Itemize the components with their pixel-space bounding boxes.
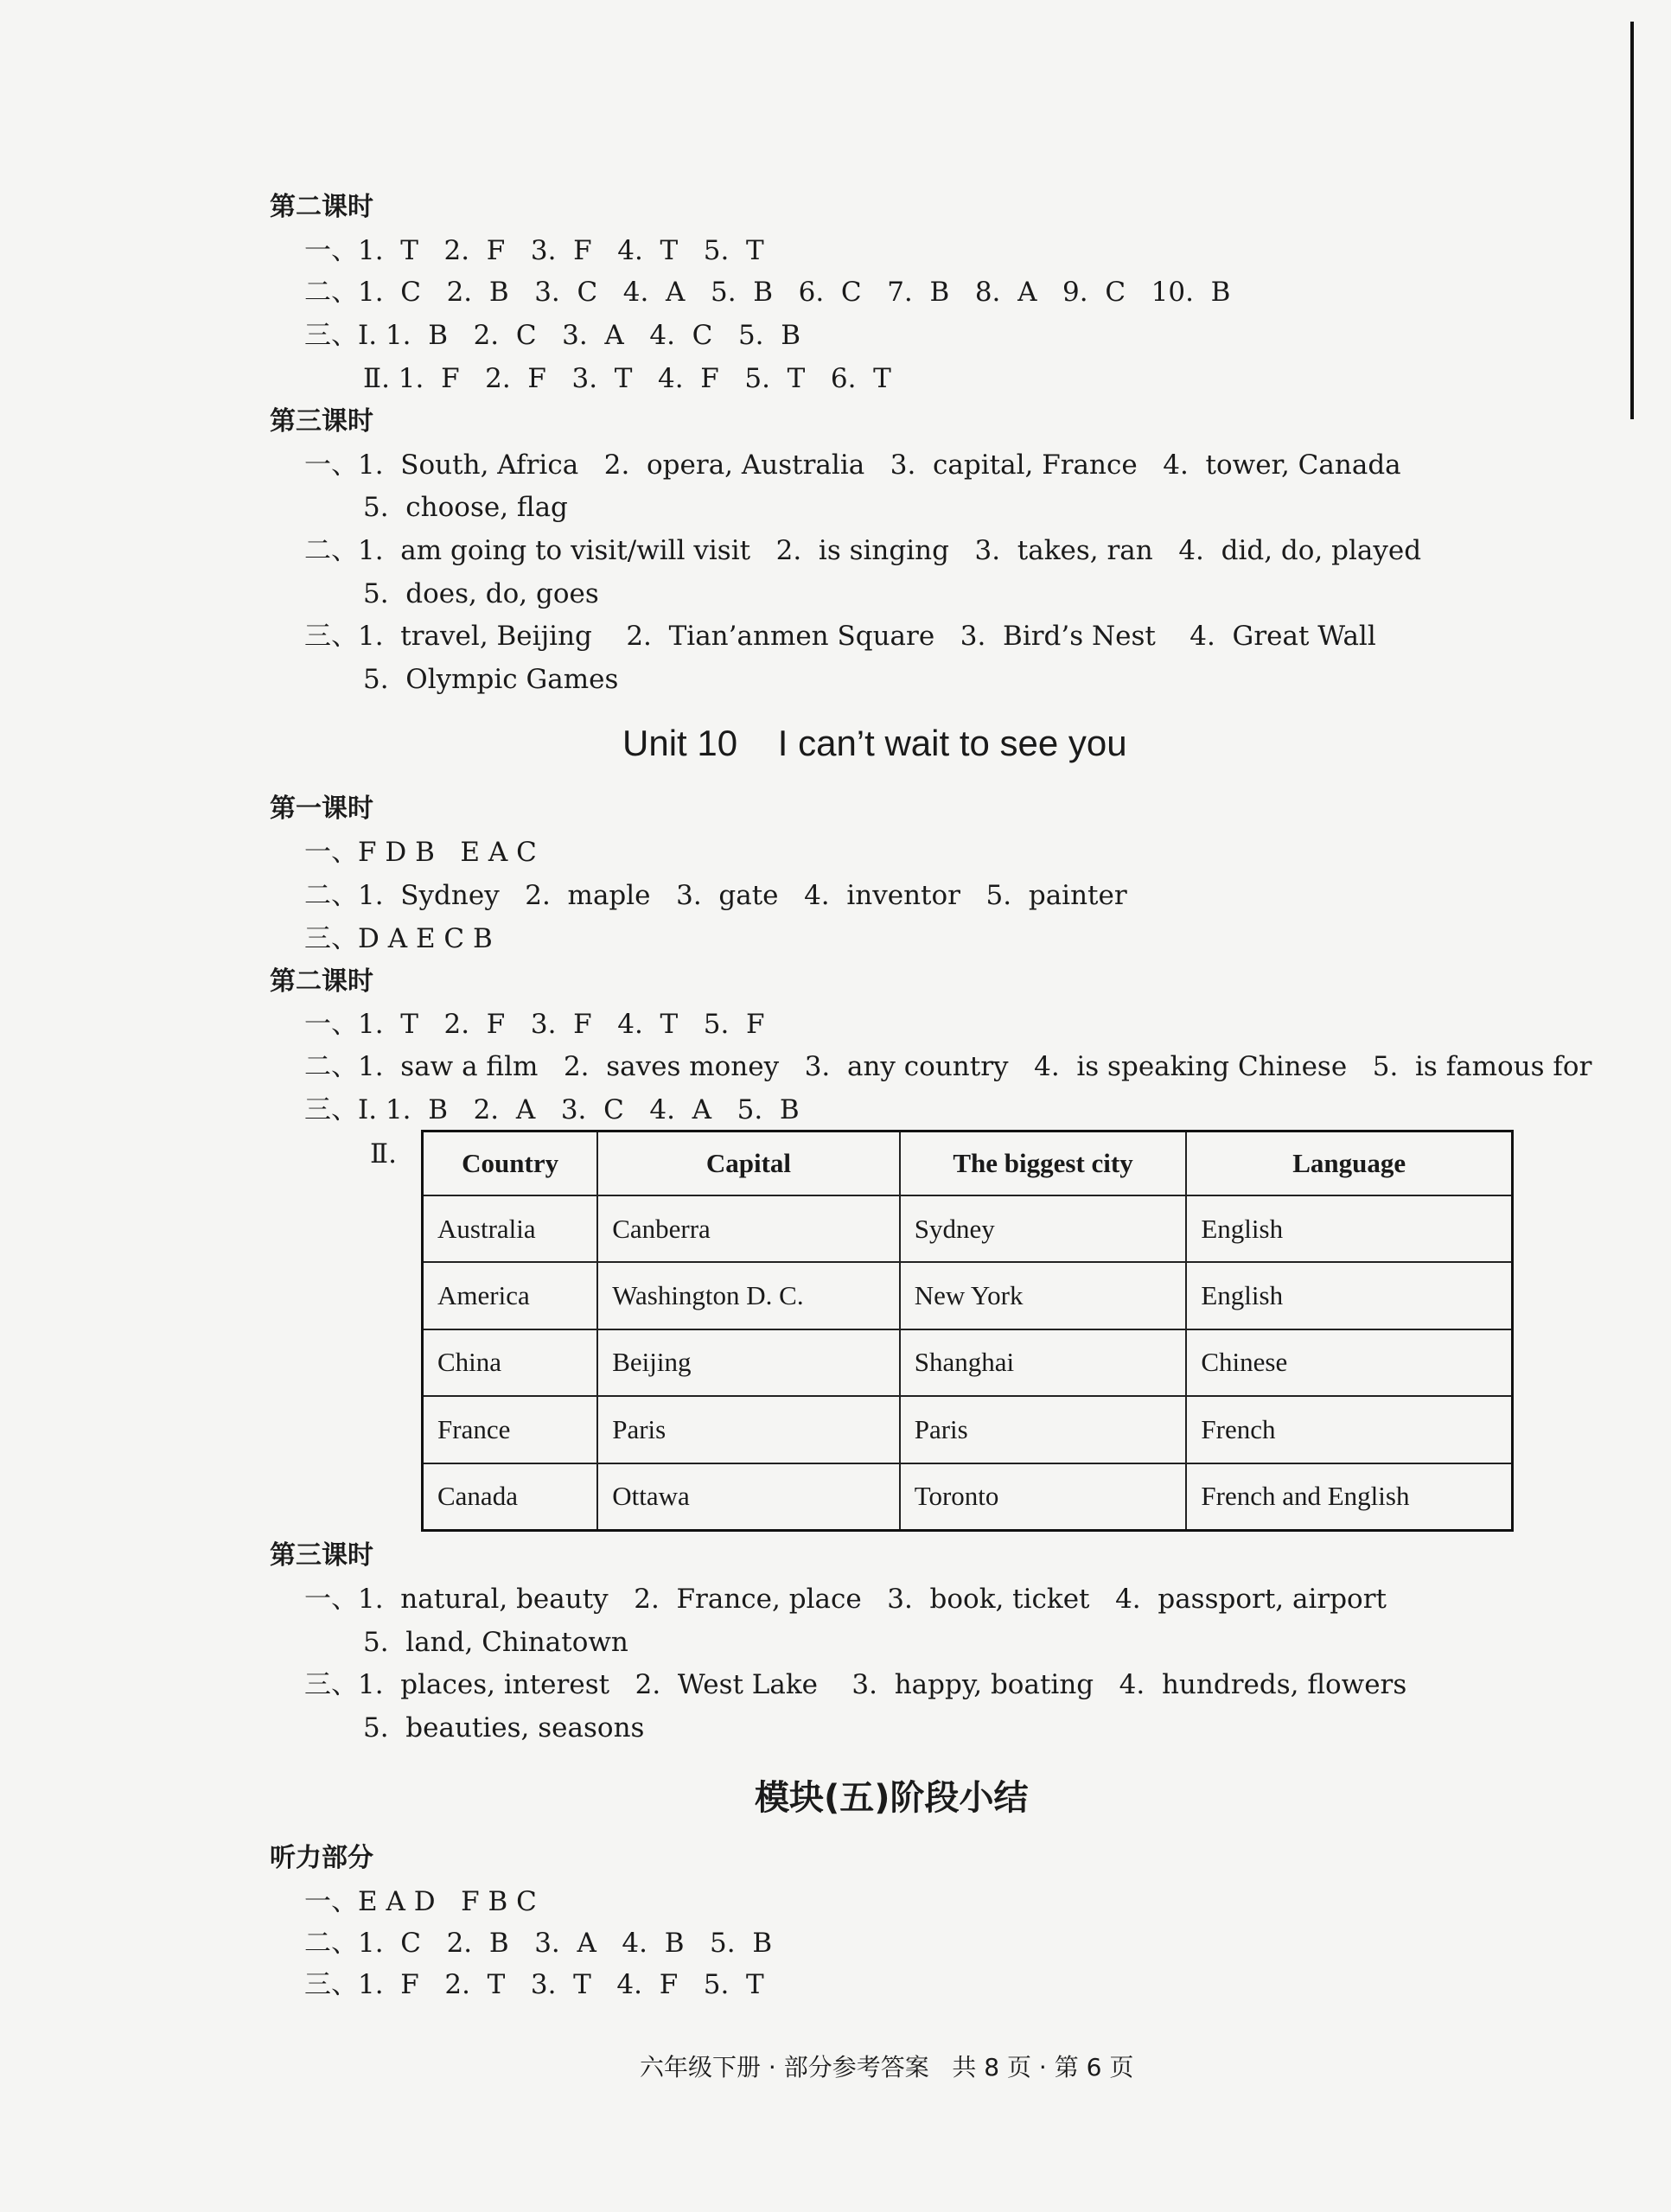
table-row	[423, 1329, 1513, 1396]
column-header: Language	[1186, 1131, 1512, 1196]
table-cell: Washington D. C.	[597, 1262, 899, 1329]
table-row	[423, 1262, 1513, 1329]
answer-line: 一、1. South, Africa 2. opera, Australia 3. capital, France 4. tower, Canada	[304, 449, 1401, 481]
section-heading: 第三课时	[270, 1540, 373, 1571]
table-cell: Canada	[423, 1463, 598, 1531]
table-cell: Chinese	[1186, 1329, 1512, 1396]
table-cell: French and English	[1186, 1463, 1512, 1531]
answer-line: 二、1. saw a film 2. saves money 3. any country 4. is speaking Chinese 5. is famous for	[304, 1051, 1592, 1082]
table-cell: China	[423, 1329, 598, 1396]
module-title: 模块(五)阶段小结	[755, 1778, 1029, 1818]
table-cell: Toronto	[900, 1463, 1187, 1531]
answer-line: 5. choose, flag	[363, 492, 568, 523]
table-cell: America	[423, 1262, 598, 1329]
column-header: The biggest city	[900, 1131, 1187, 1196]
table-cell: Sydney	[900, 1195, 1187, 1262]
table-cell: English	[1186, 1195, 1512, 1262]
country-table	[421, 1130, 1514, 1532]
answer-line: 5. Olympic Games	[363, 664, 619, 695]
section-heading: 第二课时	[270, 966, 373, 997]
answer-line: 三、1. places, interest 2. West Lake 3. happy, boating 4. hundreds, flowers	[304, 1669, 1407, 1700]
answer-line: Ⅱ.	[370, 1138, 397, 1170]
answer-line: Ⅱ. 1. F 2. F 3. T 4. F 5. T 6. T	[363, 363, 891, 394]
table-row	[423, 1195, 1513, 1262]
margin-rule	[1630, 22, 1634, 419]
answer-line: 二、1. C 2. B 3. C 4. A 5. B 6. C 7. B 8. A 9. C 10. B	[304, 277, 1231, 308]
table-cell: French	[1186, 1396, 1512, 1463]
table-cell: Beijing	[597, 1329, 899, 1396]
answer-line: 一、E A D F B C	[304, 1886, 537, 1917]
answer-line: 三、Ⅰ. 1. B 2. C 3. A 4. C 5. B	[304, 320, 801, 351]
answer-line: 一、1. T 2. F 3. F 4. T 5. F	[304, 1009, 765, 1040]
answer-line: 三、1. travel, Beijing 2. Tian’anmen Square 3. Bird’s Nest 4. Great Wall	[304, 621, 1376, 652]
table-cell: English	[1186, 1262, 1512, 1329]
table-cell: New York	[900, 1262, 1187, 1329]
column-header: Country	[423, 1131, 598, 1196]
section-heading: 第二课时	[270, 192, 373, 222]
section-heading: 听力部分	[270, 1843, 373, 1873]
answer-line: 二、1. am going to visit/will visit 2. is singing 3. takes, ran 4. did, do, played	[304, 535, 1422, 566]
column-header: Capital	[597, 1131, 899, 1196]
unit-title: Unit 10 I can’t wait to see you	[622, 723, 1127, 763]
table-cell: Canberra	[597, 1195, 899, 1262]
table-row	[423, 1463, 1513, 1531]
table-cell: Australia	[423, 1195, 598, 1262]
answer-line: 一、1. natural, beauty 2. France, place 3. book, ticket 4. passport, airport	[304, 1584, 1387, 1615]
answer-line: 一、1. T 2. F 3. F 4. T 5. T	[304, 235, 764, 266]
table-cell: Ottawa	[597, 1463, 899, 1531]
table-cell: France	[423, 1396, 598, 1463]
section-heading: 第一课时	[270, 794, 373, 824]
table-cell: Shanghai	[900, 1329, 1187, 1396]
answer-line: 二、1. Sydney 2. maple 3. gate 4. inventor 5. painter	[304, 880, 1127, 911]
page-footer: 六年级下册 · 部分参考答案 共 8 页 · 第 6 页	[640, 2053, 1134, 2081]
answer-line: 三、Ⅰ. 1. B 2. A 3. C 4. A 5. B	[304, 1094, 800, 1125]
answer-line: 二、1. C 2. B 3. A 4. B 5. B	[304, 1928, 773, 1959]
answer-line: 5. does, do, goes	[363, 578, 599, 609]
section-heading: 第三课时	[270, 406, 373, 437]
answer-line: 三、1. F 2. T 3. T 4. F 5. T	[304, 1969, 764, 2000]
table-cell: Paris	[900, 1396, 1187, 1463]
table-header-row	[423, 1131, 1513, 1196]
table-cell: Paris	[597, 1396, 899, 1463]
answer-line: 5. land, Chinatown	[363, 1627, 628, 1658]
answer-line: 三、D A E C B	[304, 923, 493, 954]
answer-line: 一、F D B E A C	[304, 837, 537, 868]
table-row	[423, 1396, 1513, 1463]
answer-line: 5. beauties, seasons	[363, 1712, 645, 1743]
